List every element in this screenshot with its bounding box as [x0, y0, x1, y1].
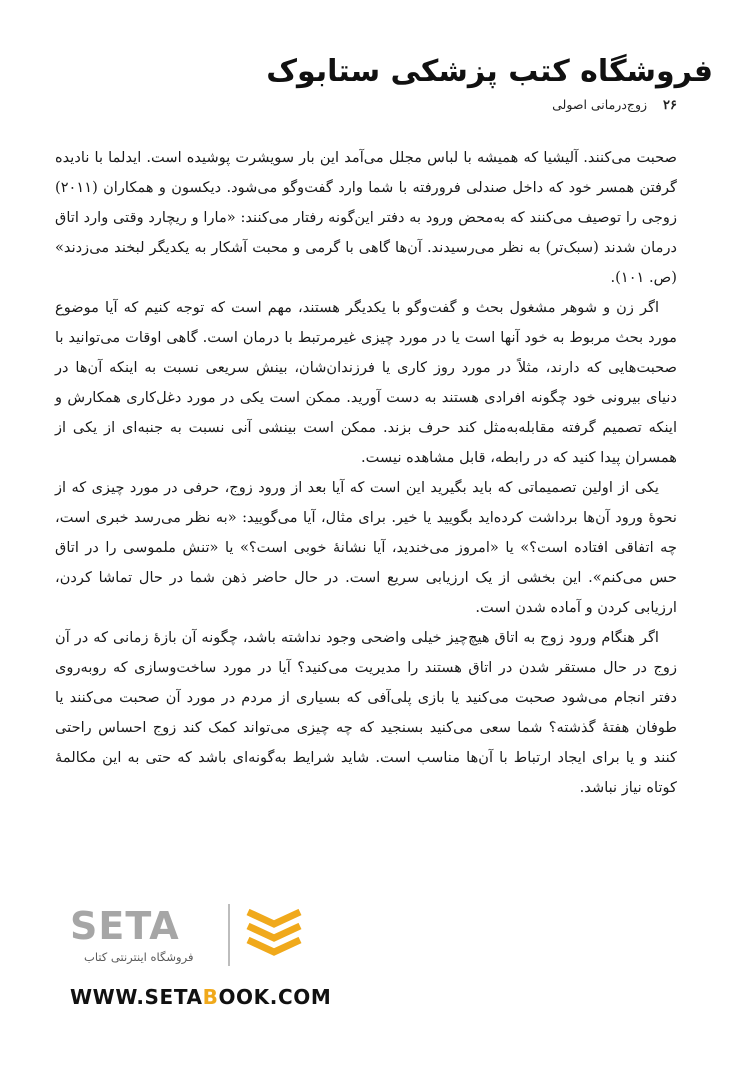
url-highlight: B [202, 985, 219, 1009]
page-number: ۲۶ [663, 98, 677, 113]
url-end: OOK.COM [218, 985, 332, 1009]
paragraph: اگر هنگام ورود زوج به اتاق هیچ‌چیز خیلی واضحی وجود نداشته باشد، چگونه آن بازهٔ زمانی که در آن زوج در حال مستقر شدن در اتاق هستند را مدیریت می‌کنید؟ آیا در مورد ساخت‌وسازی که روبه‌روی دفتر انجام می‌شود صحبت می‌کنید یا بازی پلی‌آفی که بسیاری از مردم در مورد آن صحبت می‌کنند یا طوفان هفتهٔ گذشته؟ شما سعی می‌کنید بسنجید که چه چیزی می‌تواند کمک کند زوج احساس راحتی کنند و یا برای ایجاد ارتباط با آن‌ها مناسب است. شاید شرایط به‌گونه‌ای باشد که حتی به این مکالمهٔ کوتاه نیاز نباشد. [55, 629, 677, 796]
logo-divider [228, 904, 230, 966]
url-start: WWW.SETA [70, 985, 203, 1009]
chapter-title: زوج‌درمانی اصولی [552, 97, 648, 112]
paragraph: اگر زن و شوهر مشغول بحث و گفت‌وگو با یکدیگر هستند، مهم است که توجه کنیم که آیا موضوع مورد بحث مربوط به خود آنها است یا در مورد چیزی غیرمرتبط با درمان است. گاهی اوقات می‌توانید با صحبت‌هایی که دارند، مثلاً در مورد روز کاری یا فرزندان‌شان، بینش سریعی نسبت به اینکه آن‌ها در دنیای بیرونی خود چگونه افرادی هستند به دست آورید. ممکن است یکی در مورد دغل‌کاری همکارش و اینکه تصمیم گرفته مقابله‌به‌مثل کند حرف بزند. ممکن است بینشی آنی نسبت به جنبه‌ای از یکی از همسران پیدا کنید که در رابطه، قابل مشاهده نیست. [55, 299, 677, 466]
logo-tagline: فروشگاه اینترنتی کتاب [84, 950, 194, 964]
paragraph: صحبت می‌کنند. آلیشیا که همیشه با لباس مجلل می‌آمد این بار سویشرت پوشیده است. ایدلما با نادیده گرفتن همسر خود که داخل صندلی فرورفته با شما وارد گفت‌وگو می‌شود. دیکسون و همکاران (۲۰۱۱) زوجی را توصیف می‌کنند که به‌محض ورود به دفتر این‌گونه رفتار می‌کنند: «مارا و ریچارد وقتی وارد اتاق درمان شدند (سبک‌تر) به نظر می‌رسیدند. آن‌ها گاهی با گرمی و محبت آشکار به یکدیگر لبخند می‌زدند» (ص. ۱۰۱). [55, 149, 677, 286]
store-title: فروشگاه کتب پزشکی ستابوک [266, 54, 713, 89]
running-head [552, 97, 677, 113]
watermark-url [70, 985, 331, 1009]
paragraph: یکی از اولین تصمیماتی که باید بگیرید این است که آیا بعد از ورود زوج، حرفی در مورد چیزی که از نحوهٔ ورود آن‌ها برداشت کرده‌اید بگویید یا خیر. برای مثال، آیا می‌گویید: «به نظر می‌رسد خبری است، چه اتفاقی افتاده است؟» یا «امروز می‌خندید، آیا نشانهٔ خوبی است؟» یا «تنش ملموسی را در اتاق حس می‌کنم». این بخشی از یک ارزیابی سریع است. در حال حاضر ذهن شما در حال تماشا کردن، ارزیابی کردن و آماده شدن است. [55, 479, 677, 616]
body-text [55, 143, 677, 803]
logo-brand-text: SETA [70, 904, 180, 948]
watermark-logo [52, 880, 372, 1040]
book-stack-icon [242, 898, 306, 962]
